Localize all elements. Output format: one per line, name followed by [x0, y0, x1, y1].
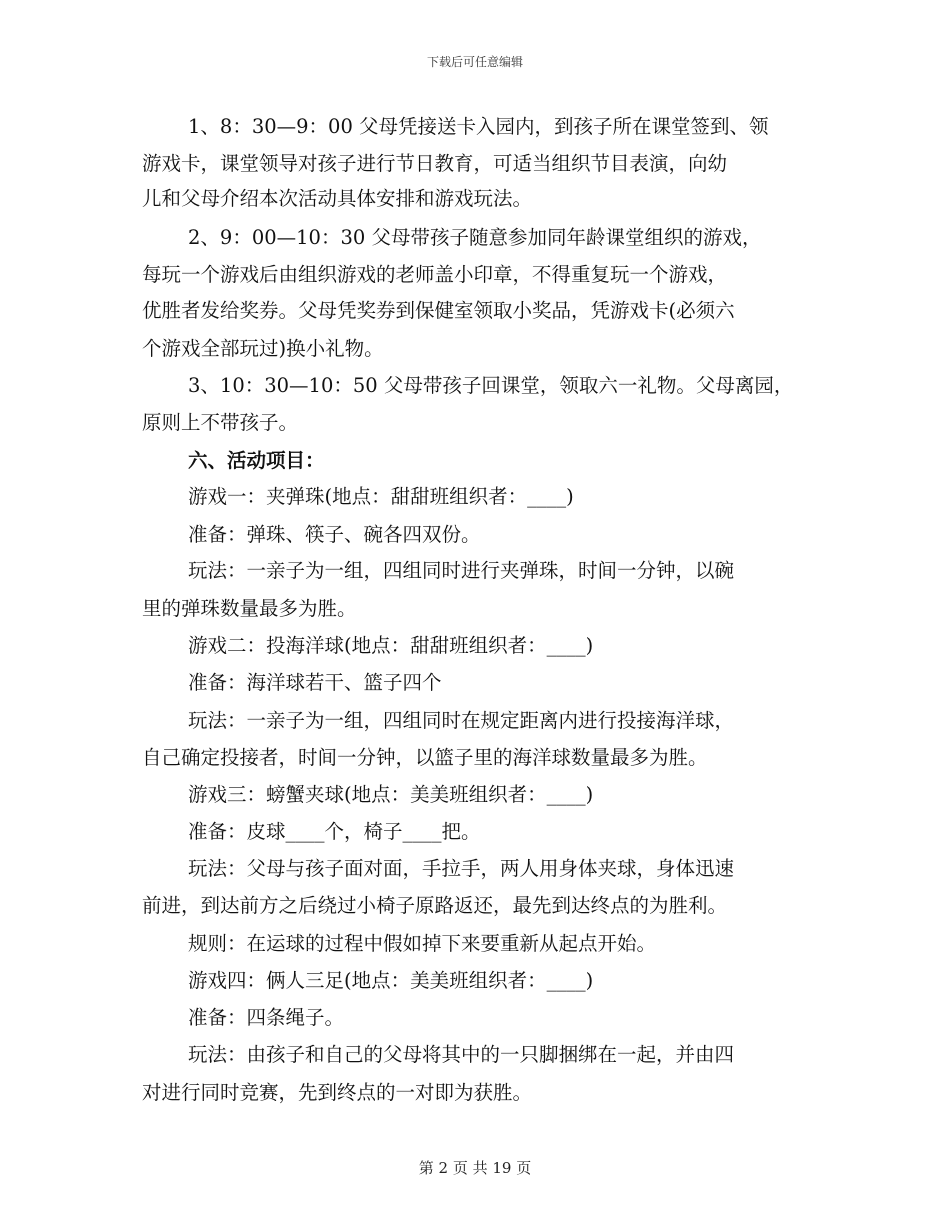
paragraph-line: 准备：弹珠、筷子、碗各四双份。: [188, 523, 481, 546]
paragraph-line: 准备：四条绳子。: [188, 1006, 345, 1029]
paragraph-line: 对进行同时竞赛，先到终点的一对即为获胜。: [142, 1081, 533, 1104]
paragraph-line: 游戏卡，课堂领导对孩子进行节日教育，可适当组织节目表演，向幼: [142, 152, 728, 175]
paragraph-line: 每玩一个游戏后由组织游戏的老师盖小印章，不得重复玩一个游戏，: [142, 263, 728, 286]
paragraph-line: 游戏一：夹弹珠(地点：甜甜班组织者：____): [188, 485, 574, 508]
paragraph-line: 里的弹珠数量最多为胜。: [142, 597, 357, 620]
paragraph-line: 游戏四：俩人三足(地点：美美班组织者：____): [188, 969, 594, 992]
paragraph-line: 准备：海洋球若干、篮子四个: [188, 671, 442, 694]
page-header: 下载后可任意编辑: [426, 55, 523, 69]
paragraph-line: 2、9：00—10：30 父母带孩子随意参加同年龄课堂组织的游戏，: [188, 226, 762, 249]
paragraph-line: 玩法：一亲子为一组，四组同时进行夹弹珠，时间一分钟，以碗: [188, 559, 735, 582]
paragraph-line: 玩法：一亲子为一组，四组同时在规定距离内进行投接海洋球，: [188, 709, 735, 732]
paragraph-line: 准备：皮球____个，椅子____把。: [188, 820, 481, 843]
paragraph-line: 前进，到达前方之后绕过小椅子原路返还，最先到达终点的为胜利。: [142, 894, 728, 917]
section-heading: 六、活动项目：: [188, 449, 325, 472]
paragraph-line: 玩法：由孩子和自己的父母将其中的一只脚捆绑在一起，并由四: [188, 1043, 735, 1066]
paragraph-line: 规则：在运球的过程中假如掉下来要重新从起点开始。: [188, 932, 657, 955]
paragraph-line: 玩法：父母与孩子面对面，手拉手，两人用身体夹球，身体迅速: [188, 857, 735, 880]
paragraph-line: 儿和父母介绍本次活动具体安排和游戏玩法。: [142, 187, 533, 210]
paragraph-line: 3、10：30—10：50 父母带孩子回课堂，领取六一礼物。父母离园，: [188, 374, 794, 397]
paragraph-line: 个游戏全部玩过)换小礼物。: [142, 337, 384, 360]
paragraph-line: 游戏三：螃蟹夹球(地点：美美班组织者：____): [188, 783, 594, 806]
paragraph-line: 原则上不带孩子。: [142, 411, 299, 434]
paragraph-line: 自己确定投接者，时间一分钟，以篮子里的海洋球数量最多为胜。: [142, 746, 708, 769]
paragraph-line: 游戏二：投海洋球(地点：甜甜班组织者：____): [188, 634, 594, 657]
page-number: 第 2 页 共 19 页: [418, 1159, 532, 1177]
paragraph-line: 1、8：30—9：00 父母凭接送卡入园内，到孩子所在课堂签到、领: [188, 115, 769, 138]
paragraph-line: 优胜者发给奖券。父母凭奖券到保健室领取小奖品，凭游戏卡(必须六: [142, 299, 735, 322]
